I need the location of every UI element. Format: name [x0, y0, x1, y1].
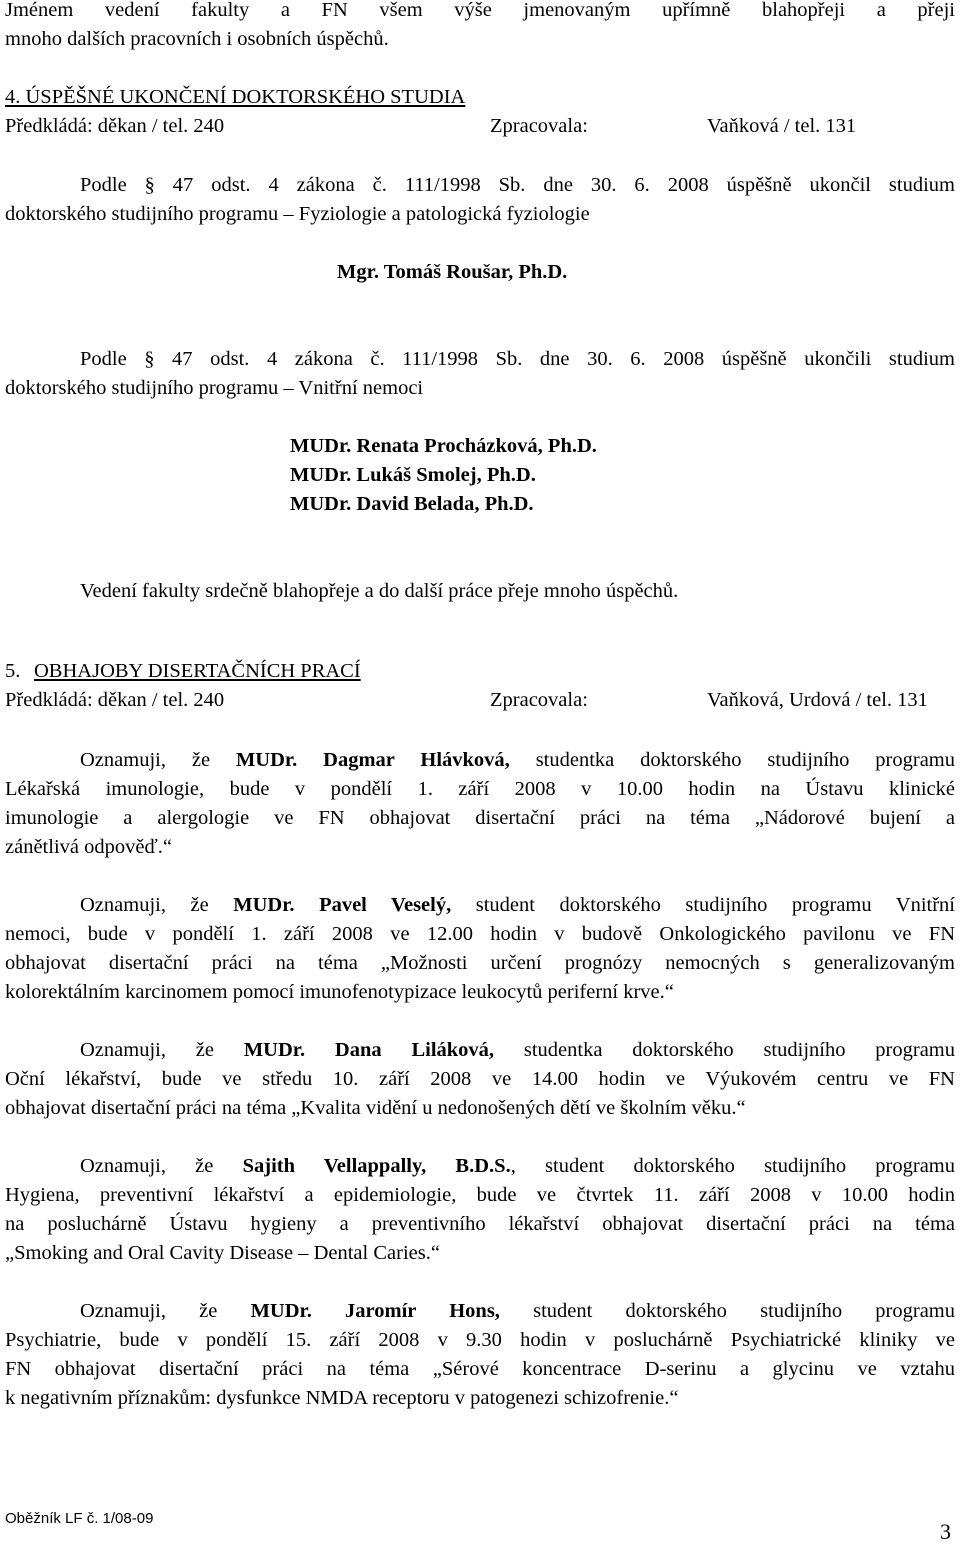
candidate-name: MUDr. Dagmar Hlávková,	[235, 749, 510, 771]
section-4-submitted: Předkládá: děkan / tel. 240	[5, 115, 225, 137]
section-4-congratulations: Vedení fakulty srdečně blahopřeje a do další práce přeje mnoho úspěchů.	[80, 580, 679, 602]
announcement-5-line-2: Psychiatrie, bude v pondělí 15. září 2008 v 9.30 hodin v posluchárně Psychiatrické kliniky ve	[5, 1329, 955, 1351]
announcement-5-line-1: Oznamuji, že MUDr. Jaromír Hons, student doktorského studijního programu	[80, 1300, 955, 1322]
section-4-block-1-line-1: Podle § 47 odst. 4 zákona č. 111/1998 Sb. dne 30. 6. 2008 úspěšně ukončil studium	[80, 174, 955, 196]
section-5-title: OBHAJOBY DISERTAČNÍCH PRACÍ	[34, 660, 361, 682]
announcement-1-line-3: imunologie a alergologie ve FN obhajovat disertační práci na téma „Nádorové bujení a	[5, 807, 955, 829]
section-4-block-2-line-1: Podle § 47 odst. 4 zákona č. 111/1998 Sb. dne 30. 6. 2008 úspěšně ukončili studium	[80, 348, 955, 370]
candidate-name: MUDr. Jaromír Hons,	[250, 1300, 500, 1322]
announcement-1-line-1: Oznamuji, že MUDr. Dagmar Hlávková, studentka doktorského studijního programu	[80, 749, 955, 771]
footer-page-number: 3	[940, 1519, 951, 1544]
section-5-prepared-label: Zpracovala:	[490, 689, 588, 711]
announcement-2-line-4: kolorektálním karcinomem pomocí imunofenotypizace leukocytů periferní krve.“	[5, 981, 674, 1003]
candidate-name: MUDr. Pavel Veselý,	[233, 894, 452, 916]
announcement-2-line-3: obhajovat disertační práci na téma „Možnosti určení prognózy nemocných s generalizovaným	[5, 952, 955, 974]
intro-line-2: mnoho dalších pracovních i osobních úspěchů.	[5, 28, 389, 50]
announcement-5-line-3: FN obhajovat disertační práci na téma „Sérové koncentrace D-serinu a glycinu ve vztahu	[5, 1358, 955, 1380]
graduate-name: MUDr. Renata Procházková, Ph.D.	[290, 435, 597, 457]
announcement-1-line-4: zánětlivá odpověď.“	[5, 836, 172, 858]
section-4-prepared-label: Zpracovala:	[490, 115, 588, 137]
announcement-4-line-4: „Smoking and Oral Cavity Disease – Dental Caries.“	[5, 1242, 440, 1264]
announcement-4-line-3: na posluchárně Ústavu hygieny a preventivního lékařství obhajovat disertační práci na téma	[5, 1213, 955, 1235]
candidate-name: Sajith Vellappally, B.D.S.	[242, 1155, 511, 1177]
announcement-2-line-2: nemoci, bude v pondělí 1. září 2008 ve 12.00 hodin v budově Onkologického pavilonu ve FN	[5, 923, 955, 945]
section-4-block-1-line-2: doktorského studijního programu – Fyziologie a patologická fyziologie	[5, 203, 590, 225]
section-5-prepared-by: Vaňková, Urdová / tel. 131	[707, 689, 928, 711]
announcement-3-line-2: Oční lékařství, bude ve středu 10. září 2008 ve 14.00 hodin ve Výukovém centru ve FN	[5, 1068, 955, 1090]
announcement-5-line-4: k negativním příznakům: dysfunkce NMDA receptoru v patogenezi schizofrenie.“	[5, 1387, 679, 1409]
graduate-name: MUDr. Lukáš Smolej, Ph.D.	[290, 464, 536, 486]
footer-bulletin-number: Oběžník LF č. 1/08-09	[5, 1510, 154, 1527]
announcement-4-line-2: Hygiena, preventivní lékařství a epidemiologie, bude ve čtvrtek 11. září 2008 v 10.00 hodin	[5, 1184, 955, 1206]
announcement-1-line-2: Lékařská imunologie, bude v pondělí 1. září 2008 v 10.00 hodin na Ústavu klinické	[5, 778, 955, 800]
section-5-number: 5.	[5, 660, 21, 682]
graduate-name: Mgr. Tomáš Roušar, Ph.D.	[337, 261, 568, 283]
candidate-name: MUDr. Dana Liláková,	[243, 1039, 495, 1061]
section-4-prepared-by: Vaňková / tel. 131	[707, 115, 857, 137]
announcement-2-line-1: Oznamuji, že MUDr. Pavel Veselý, student doktorského studijního programu Vnitřní	[80, 894, 955, 916]
intro-line-1: Jménem vedení fakulty a FN všem výše jmenovaným upřímně blahopřeji a přeji	[5, 0, 955, 21]
section-4-block-2-line-2: doktorského studijního programu – Vnitřní nemoci	[5, 377, 424, 399]
announcement-3-line-3: obhajovat disertační práci na téma „Kvalita vidění u nedonošených dětí ve školním věku.“	[5, 1097, 746, 1119]
section-4-heading: 4. ÚSPĚŠNÉ UKONČENÍ DOKTORSKÉHO STUDIA	[5, 86, 466, 108]
graduate-name: MUDr. David Belada, Ph.D.	[290, 493, 534, 515]
section-5-submitted: Předkládá: děkan / tel. 240	[5, 689, 225, 711]
announcement-3-line-1: Oznamuji, že MUDr. Dana Liláková, studentka doktorského studijního programu	[80, 1039, 955, 1061]
announcement-4-line-1: Oznamuji, že Sajith Vellappally, B.D.S., student doktorského studijního programu	[80, 1155, 955, 1177]
